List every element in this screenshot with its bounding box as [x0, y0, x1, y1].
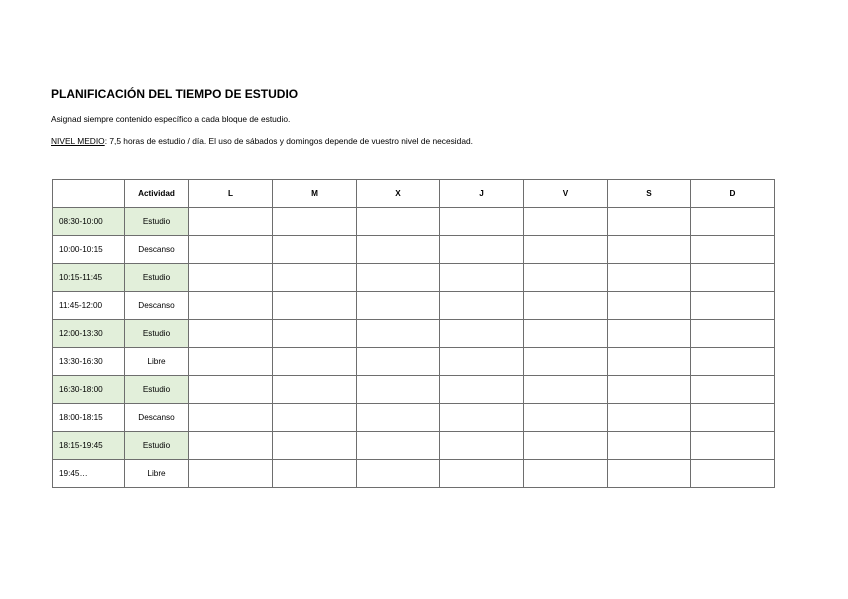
activity-cell: Estudio [125, 376, 189, 404]
day-slot-cell[interactable] [273, 460, 357, 488]
header-time [53, 180, 125, 208]
day-slot-cell[interactable] [608, 348, 691, 376]
activity-cell: Descanso [125, 292, 189, 320]
table-row [53, 292, 775, 320]
time-slot-cell: 11:45-12:00 [53, 292, 125, 320]
day-slot-cell[interactable] [189, 376, 273, 404]
time-slot-cell: 18:00-18:15 [53, 404, 125, 432]
table-row [53, 320, 775, 348]
day-slot-cell[interactable] [608, 320, 691, 348]
schedule-table [52, 179, 775, 488]
day-slot-cell[interactable] [273, 432, 357, 460]
day-slot-cell[interactable] [691, 348, 775, 376]
header-day-friday: V [524, 180, 608, 208]
day-slot-cell[interactable] [357, 432, 440, 460]
activity-cell: Libre [125, 348, 189, 376]
time-slot-cell: 16:30-18:00 [53, 376, 125, 404]
day-slot-cell[interactable] [524, 292, 608, 320]
day-slot-cell[interactable] [524, 236, 608, 264]
day-slot-cell[interactable] [357, 264, 440, 292]
day-slot-cell[interactable] [691, 376, 775, 404]
day-slot-cell[interactable] [524, 320, 608, 348]
day-slot-cell[interactable] [273, 264, 357, 292]
day-slot-cell[interactable] [608, 432, 691, 460]
header-day-thursday: J [440, 180, 524, 208]
time-slot-cell: 13:30-16:30 [53, 348, 125, 376]
table-row [53, 376, 775, 404]
header-row [53, 180, 775, 208]
day-slot-cell[interactable] [524, 460, 608, 488]
day-slot-cell[interactable] [524, 264, 608, 292]
table-row [53, 208, 775, 236]
day-slot-cell[interactable] [357, 460, 440, 488]
day-slot-cell[interactable] [440, 292, 524, 320]
day-slot-cell[interactable] [440, 404, 524, 432]
day-slot-cell[interactable] [691, 460, 775, 488]
activity-cell: Descanso [125, 404, 189, 432]
header-activity: Actividad [125, 180, 189, 208]
day-slot-cell[interactable] [608, 292, 691, 320]
activity-cell: Estudio [125, 264, 189, 292]
activity-cell: Estudio [125, 208, 189, 236]
day-slot-cell[interactable] [357, 292, 440, 320]
day-slot-cell[interactable] [440, 376, 524, 404]
day-slot-cell[interactable] [691, 404, 775, 432]
day-slot-cell[interactable] [273, 292, 357, 320]
activity-cell: Libre [125, 460, 189, 488]
day-slot-cell[interactable] [524, 376, 608, 404]
day-slot-cell[interactable] [273, 404, 357, 432]
day-slot-cell[interactable] [440, 236, 524, 264]
day-slot-cell[interactable] [691, 236, 775, 264]
day-slot-cell[interactable] [357, 236, 440, 264]
header-day-sunday: D [691, 180, 775, 208]
day-slot-cell[interactable] [273, 208, 357, 236]
time-slot-cell: 12:00-13:30 [53, 320, 125, 348]
schedule-body [53, 208, 775, 488]
day-slot-cell[interactable] [440, 432, 524, 460]
day-slot-cell[interactable] [440, 460, 524, 488]
day-slot-cell[interactable] [608, 404, 691, 432]
page-title: PLANIFICACIÓN DEL TIEMPO DE ESTUDIO [51, 87, 299, 101]
table-row [53, 264, 775, 292]
day-slot-cell[interactable] [691, 320, 775, 348]
time-slot-cell: 10:15-11:45 [53, 264, 125, 292]
day-slot-cell[interactable] [189, 460, 273, 488]
level-description [51, 136, 473, 146]
table-row [53, 432, 775, 460]
day-slot-cell[interactable] [440, 348, 524, 376]
day-slot-cell[interactable] [524, 432, 608, 460]
day-slot-cell[interactable] [357, 376, 440, 404]
level-label: NIVEL MEDIO [51, 136, 105, 146]
day-slot-cell[interactable] [440, 320, 524, 348]
table-row [53, 404, 775, 432]
time-slot-cell: 10:00-10:15 [53, 236, 125, 264]
day-slot-cell[interactable] [357, 320, 440, 348]
level-text: : 7,5 horas de estudio / día. El uso de sábados y domingos depende de vuestro nivel de necesidad. [104, 136, 473, 146]
day-slot-cell[interactable] [440, 264, 524, 292]
time-slot-cell: 08:30-10:00 [53, 208, 125, 236]
day-slot-cell[interactable] [189, 404, 273, 432]
day-slot-cell[interactable] [524, 404, 608, 432]
activity-cell: Descanso [125, 236, 189, 264]
day-slot-cell[interactable] [691, 432, 775, 460]
day-slot-cell[interactable] [691, 208, 775, 236]
day-slot-cell[interactable] [189, 208, 273, 236]
day-slot-cell[interactable] [691, 292, 775, 320]
day-slot-cell[interactable] [608, 208, 691, 236]
time-slot-cell: 18:15-19:45 [53, 432, 125, 460]
activity-cell: Estudio [125, 320, 189, 348]
day-slot-cell[interactable] [357, 404, 440, 432]
day-slot-cell[interactable] [273, 348, 357, 376]
day-slot-cell[interactable] [189, 292, 273, 320]
day-slot-cell[interactable] [273, 376, 357, 404]
table-row [53, 460, 775, 488]
table-row [53, 236, 775, 264]
day-slot-cell[interactable] [608, 460, 691, 488]
day-slot-cell[interactable] [189, 432, 273, 460]
day-slot-cell[interactable] [524, 208, 608, 236]
day-slot-cell[interactable] [608, 236, 691, 264]
header-day-saturday: S [608, 180, 691, 208]
day-slot-cell[interactable] [273, 320, 357, 348]
table-row [53, 348, 775, 376]
day-slot-cell[interactable] [608, 264, 691, 292]
day-slot-cell[interactable] [608, 376, 691, 404]
header-day-wednesday: X [357, 180, 440, 208]
day-slot-cell[interactable] [440, 208, 524, 236]
day-slot-cell[interactable] [189, 236, 273, 264]
day-slot-cell[interactable] [691, 264, 775, 292]
day-slot-cell[interactable] [357, 348, 440, 376]
day-slot-cell[interactable] [524, 348, 608, 376]
day-slot-cell[interactable] [273, 236, 357, 264]
day-slot-cell[interactable] [189, 320, 273, 348]
day-slot-cell[interactable] [189, 264, 273, 292]
header-day-monday: L [189, 180, 273, 208]
day-slot-cell[interactable] [189, 348, 273, 376]
subtitle-instruction: Asignad siempre contenido específico a cada bloque de estudio. [51, 114, 291, 124]
header-day-tuesday: M [273, 180, 357, 208]
time-slot-cell: 19:45… [53, 460, 125, 488]
activity-cell: Estudio [125, 432, 189, 460]
day-slot-cell[interactable] [357, 208, 440, 236]
